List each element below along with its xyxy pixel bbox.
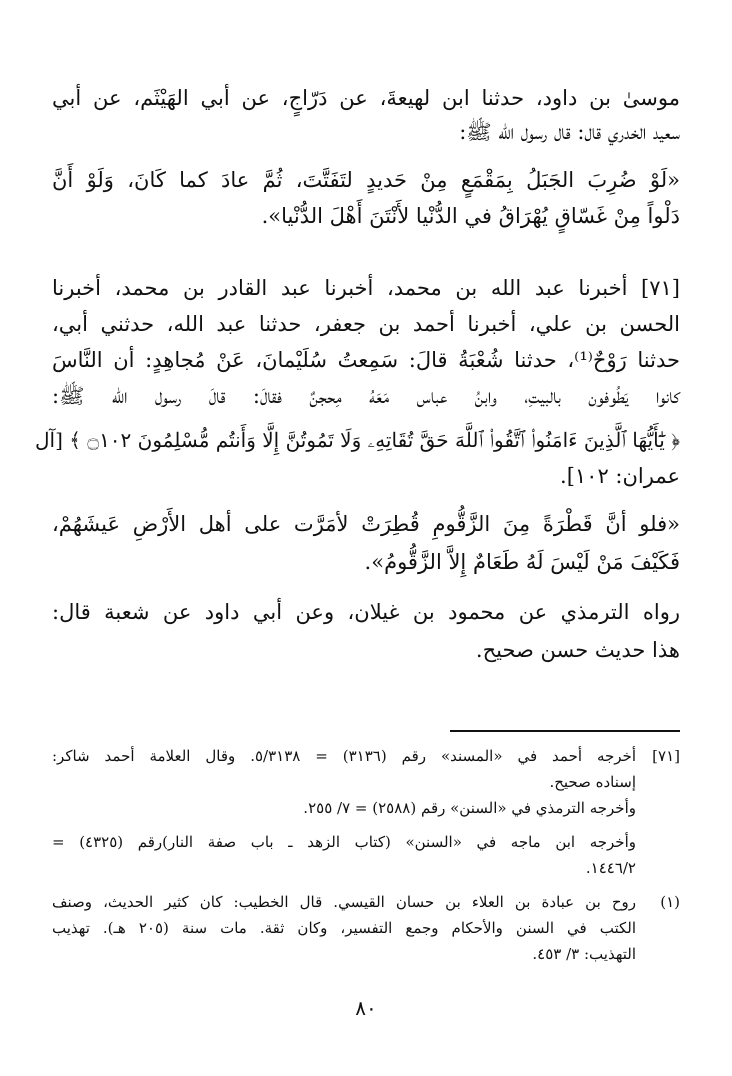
hadith71-isnad-line-1: [٧١] أخبرنا عبد الله بن محمد، أخبرنا عبد القادر بن محمد، أخبرنا (52, 276, 680, 300)
page-number: ٨٠ (355, 996, 377, 1020)
hadith71-closing-line-1: رواه الترمذي عن محمود بن غيلان، وعن أبي داود عن شعبة قال: (52, 600, 680, 624)
hadith70-line-1: موسىٰ بن داود، حدثنا ابن لهيعةَ، عن دَرّاجٍ، عن أبي الهَيْثَم، عن أبي (52, 86, 680, 110)
footnote-number: (١) (660, 893, 680, 911)
footnote-line: التهذيب: ٣/ ٤٥٣. (532, 945, 636, 963)
footnote-line: وأخرجه الترمذي في «السنن» رقم (٢٥٨٨) = ٧/ ٢٥٥. (303, 799, 636, 817)
hadith70-text-line-1: «لَوْ ضُرِبَ الجَبَلُ بِمَقْمَعٍ مِنْ حَديدٍ لتَفَتَّتَ، ثُمَّ عادَ كما كَانَ، وَلَوْ أَنَّ (52, 168, 680, 192)
hadith71-isnad-line-3: حدثنا رَوْحٌ⁽¹⁾، حدثنا شُعْبَةُ قالَ: سَمِعتُ سُلَيْمانَ، عَنْ مُجاهِدٍ: أن النَّاسَ (52, 348, 680, 372)
footnote-line: ١٤٤٦/٢. (585, 859, 636, 877)
hadith70-text-line-2: دَلْواً مِنْ غَسّاقٍ يُهْرَاقُ في الدُّنْيا لأَنْتَنَ أَهْلَ الدُّنْيا». (261, 204, 680, 228)
footnote-line: أخرجه أحمد في «المسند» رقم (٣١٣٦) = ٥/٣١٣٨. وقال العلامة أحمد شاكر: (52, 747, 636, 765)
footnote-separator (450, 730, 680, 732)
hadith71-text-line-2: فَكَيْفَ مَنْ لَيْسَ لَهُ طَعَامٌ إِلاَّ الزَّقُّومُ». (364, 550, 680, 574)
quran-reference: عمران: ١٠٢]. (560, 464, 680, 488)
hadith71-closing-line-2: هذا حديث حسن صحيح. (475, 638, 680, 662)
quran-verse-line: ﴿ يَٰٓأَيُّهَا ٱلَّذِينَ ءَامَنُوا۟ ٱتَّقُوا۟ ٱللَّهَ حَقَّ تُقَاتِهِۦ وَلَا تَمُوتُنَّ إِلَّا وَأَنتُم مُّسْلِمُونَ ۝١٠٢ ﴾ [آل (35, 428, 680, 452)
footnote-line: روح بن عبادة بن العلاء بن حسان القيسي. قال الخطيب: كان كثير الحديث، وصنف (52, 893, 636, 911)
footnote-line: الكتب في السنن والأحكام وجمع التفسير، وكان ثقة. مات سنة (٢٠٥ هـ). تهذيب (52, 919, 637, 937)
footnote-number: [٧١] (652, 747, 680, 765)
hadith71-isnad-line-2: الحسن بن علي، أخبرنا أحمد بن جعفر، حدثنا عبد الله، حدثني أبي، (52, 312, 680, 336)
footnote-line: وأخرجه ابن ماجه في «السنن» (كتاب الزهد ـ باب صفة النار)رقم (٤٣٢٥) = (52, 833, 636, 851)
hadith71-isnad-line-4: كانوا يَطُوفون بالبيتِ، وابنُ عباس مَعَهُ مِحجنٌ فقالَ: قالَ رسول الله ﷺ: (52, 384, 680, 408)
hadith70-line-2: سعيد الخدري قال: قال رسول الله ﷺ: (459, 120, 680, 144)
footnote-line: إسناده صحيح. (549, 773, 636, 791)
hadith71-text-line-1: «فلو أنَّ قَطْرَةً مِنَ الزَّقُّومِ قُطِرَتْ لأمَرَّت على أهل الأَرْضِ عَيشَهُمْ، (52, 512, 680, 536)
